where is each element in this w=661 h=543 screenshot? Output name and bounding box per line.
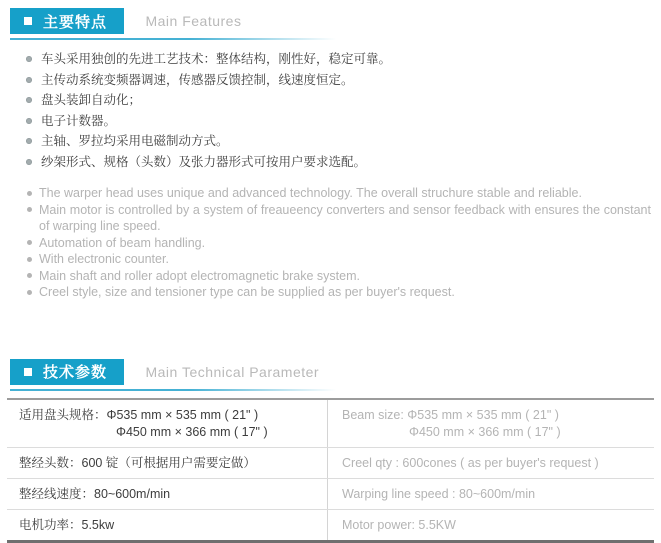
param-cell-en: Motor power: 5.5KW: [327, 510, 654, 540]
feature-text-en: Creel style, size and tensioner type can be supplied as per buyer's request.: [39, 285, 455, 299]
feature-text-en: With electronic counter.: [39, 252, 169, 266]
list-item: [26, 90, 661, 111]
bullet-dot-icon: [26, 138, 32, 144]
list-item: [27, 202, 651, 235]
param-cell-zh: 整经线速度：80~600m/min: [19, 486, 171, 501]
param-cell-en: [327, 400, 654, 447]
parameters-table: [7, 398, 654, 543]
param-cell-zh: 整经头数：600 锭（可根据用户需要定做）: [19, 455, 256, 470]
feature-text-zh: 电子计数器。: [41, 113, 117, 128]
list-item: [26, 49, 661, 70]
features-list-zh: [26, 49, 661, 172]
params-section-header: [10, 359, 661, 385]
bullet-dot-icon: [27, 207, 32, 212]
param-line: 适用盘头规格：Φ535 mm × 535 mm ( 21" ): [19, 407, 259, 422]
feature-text-zh: 主传动系统变频器调速，传感器反馈控制，线速度恒定。: [41, 72, 354, 87]
section-spacer: [0, 301, 661, 359]
table-row: [7, 479, 654, 510]
bullet-dot-icon: [27, 191, 32, 196]
feature-text-en: Main shaft and roller adopt electromagnetic brake system.: [39, 268, 360, 283]
param-cell-en: Warping line speed : 80~600m/min: [327, 479, 654, 509]
feature-text-en: Main motor is controlled by a system of freaueency converters and sensor feedback with ensures the constant of warping line speed.: [39, 202, 651, 233]
list-item: [27, 185, 651, 202]
feature-text-zh: 纱架形式、规格（头数）及张力器形式可按用户要求选配。: [41, 154, 367, 169]
bullet-dot-icon: [26, 77, 32, 83]
list-item: [26, 152, 661, 173]
param-cell-en: Creel qty : 600cones ( as per buyer's request ): [327, 448, 654, 478]
param-cell-zh: 电机功率：5.5kw: [19, 517, 115, 532]
bullet-dot-icon: [27, 257, 32, 262]
feature-text-en: The warper head uses unique and advanced technology. The overall struchure stable and reliable.: [39, 186, 582, 200]
list-item: [27, 268, 651, 285]
table-row: [7, 400, 654, 448]
square-bullet-icon: [24, 368, 32, 376]
list-item: [27, 235, 651, 252]
list-item: [27, 251, 651, 268]
features-section-header: [10, 8, 661, 34]
list-item: [26, 70, 661, 91]
params-header-underline: [10, 389, 336, 391]
table-row: [7, 510, 654, 540]
list-item: [26, 131, 661, 152]
features-header-underline: [10, 38, 336, 40]
param-line: Beam size: Φ535 mm × 535 mm ( 21" ): [342, 407, 559, 422]
bullet-dot-icon: [27, 290, 32, 295]
features-title-zh: 主要特点: [43, 13, 108, 31]
features-title-en: Main Features: [145, 13, 242, 29]
list-item: [27, 284, 651, 301]
params-header-tab: [10, 359, 124, 385]
bullet-dot-icon: [26, 159, 32, 165]
square-bullet-icon: [24, 17, 32, 25]
params-title-en: Main Technical Parameter: [145, 363, 320, 380]
table-row: [7, 448, 654, 479]
feature-text-zh: 盘头装卸自动化；: [41, 93, 142, 107]
feature-text-zh: 车头采用独创的先进工艺技术：整体结构，刚性好，稳定可靠。: [41, 52, 392, 66]
features-list-en: [27, 185, 651, 301]
list-item: [26, 111, 661, 132]
bullet-dot-icon: [26, 56, 32, 62]
param-line: Φ450 mm × 366 mm ( 17" ): [116, 424, 268, 439]
bullet-dot-icon: [26, 97, 32, 103]
features-header-tab: [10, 8, 124, 34]
param-line: Φ450 mm × 366 mm ( 17" ): [409, 424, 561, 439]
params-title-zh: 技术参数: [43, 364, 108, 381]
param-cell-zh: [7, 400, 327, 447]
feature-text-en: Automation of beam handling.: [39, 235, 206, 250]
bullet-dot-icon: [27, 240, 32, 245]
bullet-dot-icon: [27, 273, 32, 278]
feature-text-zh: 主轴、罗拉均采用电磁制动方式。: [41, 134, 229, 148]
bullet-dot-icon: [26, 118, 32, 124]
